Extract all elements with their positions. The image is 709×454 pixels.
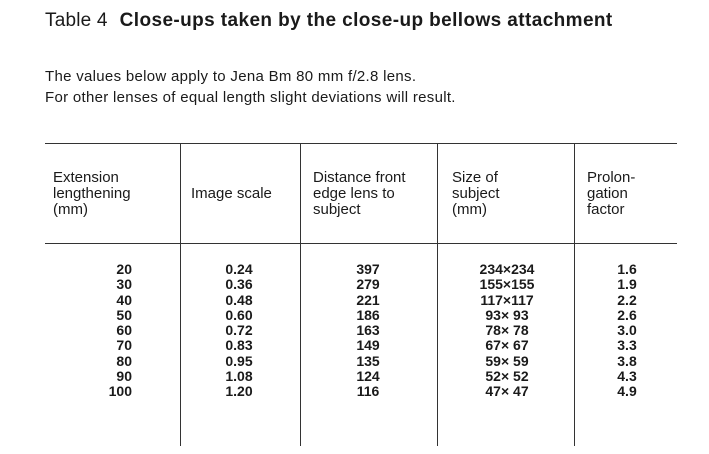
table-cell: 52× 52 — [485, 368, 529, 385]
header-line: Image scale — [191, 185, 272, 202]
table-cell: 100 — [108, 383, 132, 400]
table-cell: 30 — [116, 276, 132, 293]
header-size — [452, 170, 500, 218]
table-cell: 1.20 — [225, 383, 253, 400]
table-cell: 3.3 — [617, 337, 637, 354]
table-cell: 93× 93 — [485, 306, 529, 323]
header-line: gation — [587, 185, 628, 202]
table-cell: 3.8 — [617, 352, 637, 369]
header-line: subject — [313, 201, 361, 218]
table-cell: 149 — [356, 337, 380, 354]
table-cell: 0.48 — [225, 291, 253, 308]
table-cell: 4.3 — [617, 368, 637, 385]
table-cell: 1.6 — [617, 261, 637, 277]
table-cell: 40 — [116, 291, 132, 308]
table-cell: 221 — [356, 291, 380, 308]
header-line: Prolon- — [587, 169, 636, 186]
header-line: factor — [587, 201, 625, 218]
column-divider — [300, 143, 301, 446]
header-line: (mm) — [53, 201, 88, 218]
table-cell: 78× 78 — [485, 322, 529, 339]
table-cell: 47× 47 — [485, 383, 529, 400]
header-line: subject — [452, 185, 500, 202]
table-cell: 0.83 — [225, 337, 253, 354]
table-cell: 70 — [116, 337, 132, 354]
table-cell: 67× 67 — [485, 337, 529, 354]
table-cell: 1.9 — [617, 276, 637, 293]
header-line: Size of — [452, 169, 498, 186]
table-cell: 234×234 — [479, 261, 535, 277]
header-line: (mm) — [452, 201, 487, 218]
table-cell: 3.0 — [617, 322, 637, 339]
table-cell: 1.08 — [225, 368, 253, 385]
table-cell: 155×155 — [479, 276, 535, 293]
header-divider-rule — [45, 243, 677, 244]
column-image-scale — [214, 262, 264, 400]
table-cell: 0.60 — [225, 306, 253, 323]
table-cell: 80 — [116, 352, 132, 369]
intro-text — [45, 66, 456, 108]
table-cell: 4.9 — [617, 383, 637, 400]
table-number: Table 4 — [45, 10, 108, 31]
table-cell: 20 — [116, 261, 132, 277]
table-cell: 0.24 — [225, 261, 253, 277]
table-cell: 90 — [116, 368, 132, 385]
column-divider — [180, 143, 181, 446]
table-cell: 124 — [356, 368, 380, 385]
table-cell: 135 — [356, 352, 380, 369]
table-cell: 116 — [356, 383, 380, 400]
header-line: lengthening — [53, 185, 131, 202]
table-cell: 0.72 — [225, 322, 253, 339]
table-cell: 163 — [356, 322, 380, 339]
column-subject-size — [453, 262, 561, 400]
table-cell: 60 — [116, 322, 132, 339]
header-extension — [53, 170, 131, 218]
header-image-scale — [191, 186, 272, 202]
table-cell: 186 — [356, 306, 380, 323]
table-title: Close-ups taken by the close-up bellows attachment — [119, 10, 613, 31]
header-line: Distance front — [313, 169, 406, 186]
table-cell: 59× 59 — [485, 352, 529, 369]
table-cell: 2.6 — [617, 306, 637, 323]
table-cell: 0.95 — [225, 352, 253, 369]
column-divider — [437, 143, 438, 446]
table-cell: 117×117 — [480, 291, 534, 308]
column-distance — [343, 262, 393, 400]
header-distance — [313, 170, 406, 218]
intro-line: The values below apply to Jena Bm 80 mm f/2.8 lens. — [45, 68, 417, 85]
table-cell: 2.2 — [617, 291, 637, 308]
table-cell: 50 — [116, 306, 132, 323]
header-prolongation-factor — [587, 170, 635, 218]
column-divider — [574, 143, 575, 446]
table-cell: 397 — [356, 261, 380, 277]
column-extension — [82, 262, 132, 400]
table-cell: 279 — [356, 276, 380, 293]
header-line: Extension — [53, 169, 119, 186]
header-line: edge lens to — [313, 185, 395, 202]
column-prolongation-factor — [602, 262, 652, 400]
intro-line: For other lenses of equal length slight deviations will result. — [45, 89, 456, 106]
top-rule — [45, 143, 677, 144]
page-title — [45, 9, 613, 33]
table-cell: 0.36 — [225, 276, 253, 293]
